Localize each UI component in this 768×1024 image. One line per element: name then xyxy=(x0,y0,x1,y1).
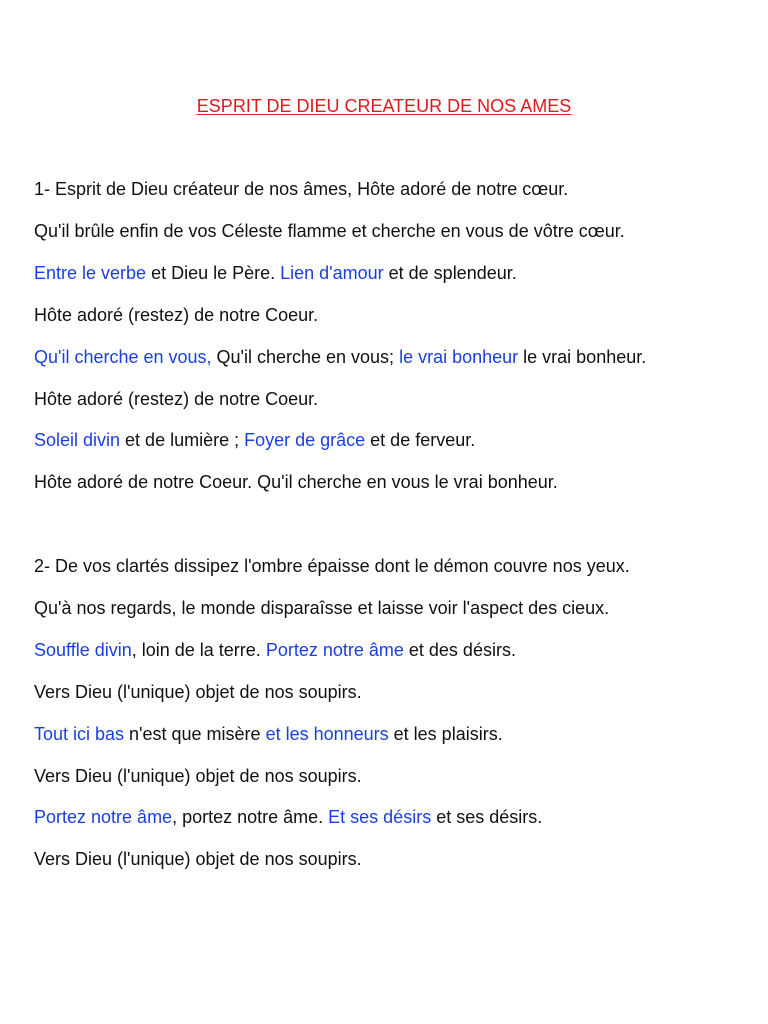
verse-line xyxy=(34,387,748,411)
highlighted-phrase: Souffle divin xyxy=(34,639,132,660)
highlighted-phrase: Qu'il cherche en vous, xyxy=(34,346,212,367)
verse-line xyxy=(34,470,748,494)
highlighted-phrase: Entre le verbe xyxy=(34,262,147,283)
verse-text: , portez notre âme. xyxy=(172,807,329,828)
verse-text: Qu'à nos regards, le monde disparaîsse et laisse voir l'aspect des cieux. xyxy=(34,597,610,618)
song-title: ESPRIT DE DIEU CREATEUR DE NOS AMES xyxy=(196,96,572,116)
highlighted-phrase: le vrai bonheur xyxy=(399,346,519,367)
verse-line xyxy=(34,554,748,578)
verse-line xyxy=(34,596,748,620)
verse-text: , loin de la terre. xyxy=(131,639,266,660)
verse-text: Vers Dieu (l'unique) objet de nos soupirs. xyxy=(34,849,362,870)
verse-line xyxy=(34,219,748,243)
verse-text: Vers Dieu (l'unique) objet de nos soupirs. xyxy=(34,681,362,702)
verse-text: et ses désirs. xyxy=(431,807,543,828)
verse-text: le vrai bonheur. xyxy=(518,346,647,367)
verse-text: et de lumière ; xyxy=(120,430,245,451)
verse-text: n'est que misère xyxy=(124,723,266,744)
highlighted-phrase: Tout ici bas xyxy=(34,723,125,744)
verse-text: et de splendeur. xyxy=(383,262,517,283)
verse-text: Qu'il cherche en vous; xyxy=(211,346,400,367)
verse-text: Qu'il brûle enfin de vos Céleste flamme et cherche en vous de vôtre cœur. xyxy=(34,220,625,241)
verse-text: et les plaisirs. xyxy=(388,723,503,744)
verse-line xyxy=(34,177,748,201)
highlighted-phrase: Portez notre âme xyxy=(34,807,173,828)
verse-text: et Dieu le Père. xyxy=(146,262,281,283)
highlighted-phrase: Portez notre âme xyxy=(265,639,404,660)
verse-text: Hôte adoré (restez) de notre Coeur. xyxy=(34,304,319,325)
verse-text: Hôte adoré de notre Coeur. Qu'il cherche en vous le vrai bonheur. xyxy=(34,472,558,493)
verse-line xyxy=(34,680,748,704)
verse-text: Hôte adoré (restez) de notre Coeur. xyxy=(34,388,319,409)
verse-line xyxy=(34,847,748,871)
highlighted-phrase: Soleil divin xyxy=(34,430,121,451)
verse-line xyxy=(34,345,748,369)
verse-line xyxy=(34,722,748,746)
highlighted-phrase: et les honneurs xyxy=(265,723,389,744)
verse-text: Vers Dieu (l'unique) objet de nos soupirs. xyxy=(34,765,362,786)
verse-text: et des désirs. xyxy=(403,639,516,660)
verse-line xyxy=(34,261,748,285)
highlighted-phrase: Foyer de grâce xyxy=(244,430,366,451)
highlighted-phrase: Et ses désirs xyxy=(328,807,432,828)
verse-line xyxy=(34,303,748,327)
verse-text: 1- Esprit de Dieu créateur de nos âmes, Hôte adoré de notre cœur. xyxy=(34,179,569,199)
highlighted-phrase: Lien d'amour xyxy=(280,262,384,283)
verse-text: 2- De vos clartés dissipez l'ombre épaisse dont le démon couvre nos yeux. xyxy=(34,556,630,576)
verse-text: et de ferveur. xyxy=(365,430,476,451)
verse-line xyxy=(34,638,748,662)
verse-line xyxy=(34,764,748,788)
verse-line xyxy=(34,805,748,829)
verse-line xyxy=(34,428,748,452)
